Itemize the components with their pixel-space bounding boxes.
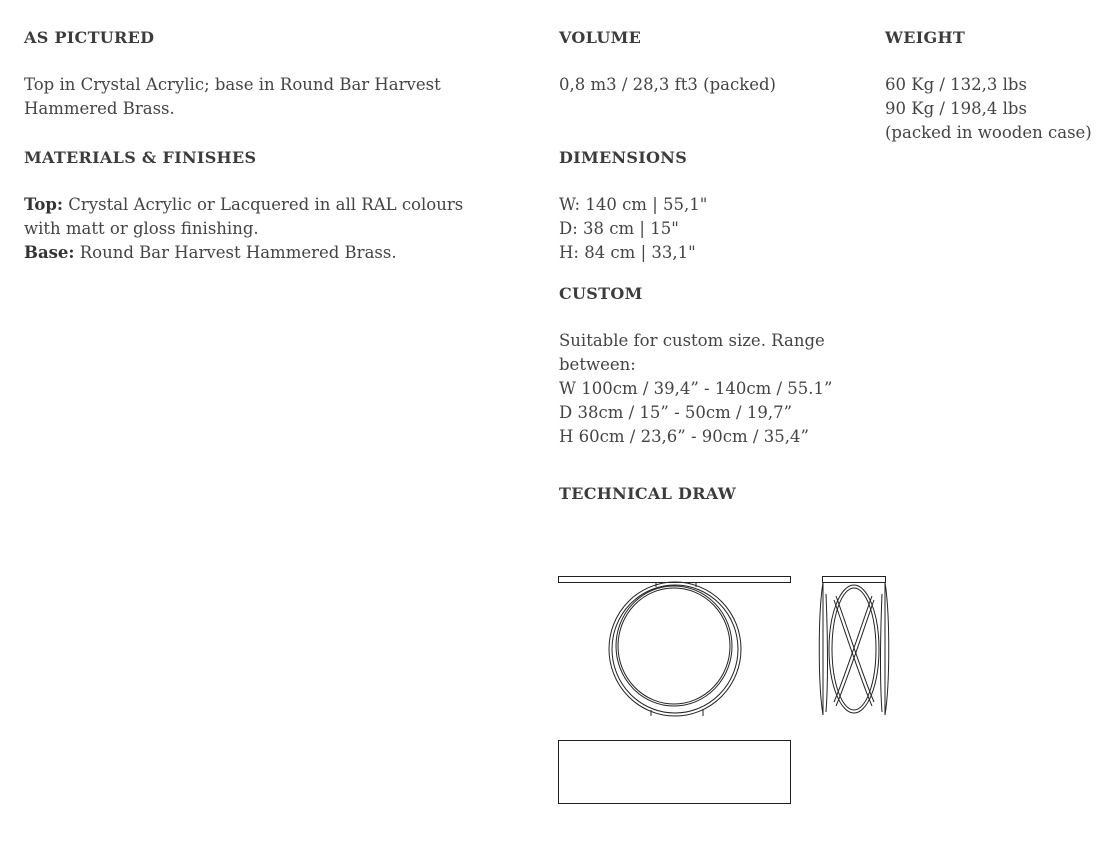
materials-top-line2: with matt or gloss finishing. <box>24 219 259 238</box>
custom-line: H 60cm / 23,6” - 90cm / 35,4” <box>559 427 809 446</box>
materials-heading: MATERIALS & FINISHES <box>24 148 257 167</box>
dimension-line: W: 140 cm | 55,1" <box>559 195 708 214</box>
volume-heading: VOLUME <box>559 28 642 47</box>
side-tabletop <box>823 577 886 583</box>
weight-text <box>885 73 1092 145</box>
as-pictured-line: Top in Crystal Acrylic; base in Round Bar Harvest <box>24 75 441 94</box>
front-ring-inner <box>616 586 732 706</box>
dimensions-text <box>559 193 707 265</box>
technical-draw-heading: TECHNICAL DRAW <box>559 484 736 503</box>
materials-base-line <box>24 241 463 265</box>
custom-text <box>559 329 832 449</box>
weight-line: (packed in wooden case) <box>885 123 1092 142</box>
materials-top-line <box>24 193 463 217</box>
dimension-line: D: 38 cm | 15" <box>559 219 679 238</box>
front-ring-outer <box>609 582 741 716</box>
as-pictured-heading: AS PICTURED <box>24 28 155 47</box>
dimensions-heading: DIMENSIONS <box>559 148 688 167</box>
weight-line: 60 Kg / 132,3 lbs <box>885 75 1027 94</box>
as-pictured-text <box>24 73 441 121</box>
custom-line: between: <box>559 355 636 374</box>
side-view-drawing <box>819 577 889 716</box>
custom-heading: CUSTOM <box>559 284 643 303</box>
custom-line: W 100cm / 39,4” - 140cm / 55.1” <box>559 379 833 398</box>
base-description: Round Bar Harvest Hammered Brass. <box>74 243 397 262</box>
as-pictured-line: Hammered Brass. <box>24 99 175 118</box>
top-label: Top: <box>24 195 64 214</box>
volume-text <box>559 73 776 97</box>
weight-heading: WEIGHT <box>885 28 966 47</box>
weight-line: 90 Kg / 198,4 lbs <box>885 99 1027 118</box>
volume-value: 0,8 m3 / 28,3 ft3 (packed) <box>559 75 776 94</box>
materials-text <box>24 193 463 265</box>
custom-line: D 38cm / 15” - 50cm / 19,7” <box>559 403 793 422</box>
top-description: Crystal Acrylic or Lacquered in all RAL colours <box>63 195 464 214</box>
top-view-drawing <box>559 741 791 804</box>
base-label: Base: <box>24 243 75 262</box>
front-view-drawing <box>559 577 791 717</box>
custom-line: Suitable for custom size. Range <box>559 331 825 350</box>
dimension-line: H: 84 cm | 33,1" <box>559 243 696 262</box>
technical-drawing <box>556 574 892 808</box>
